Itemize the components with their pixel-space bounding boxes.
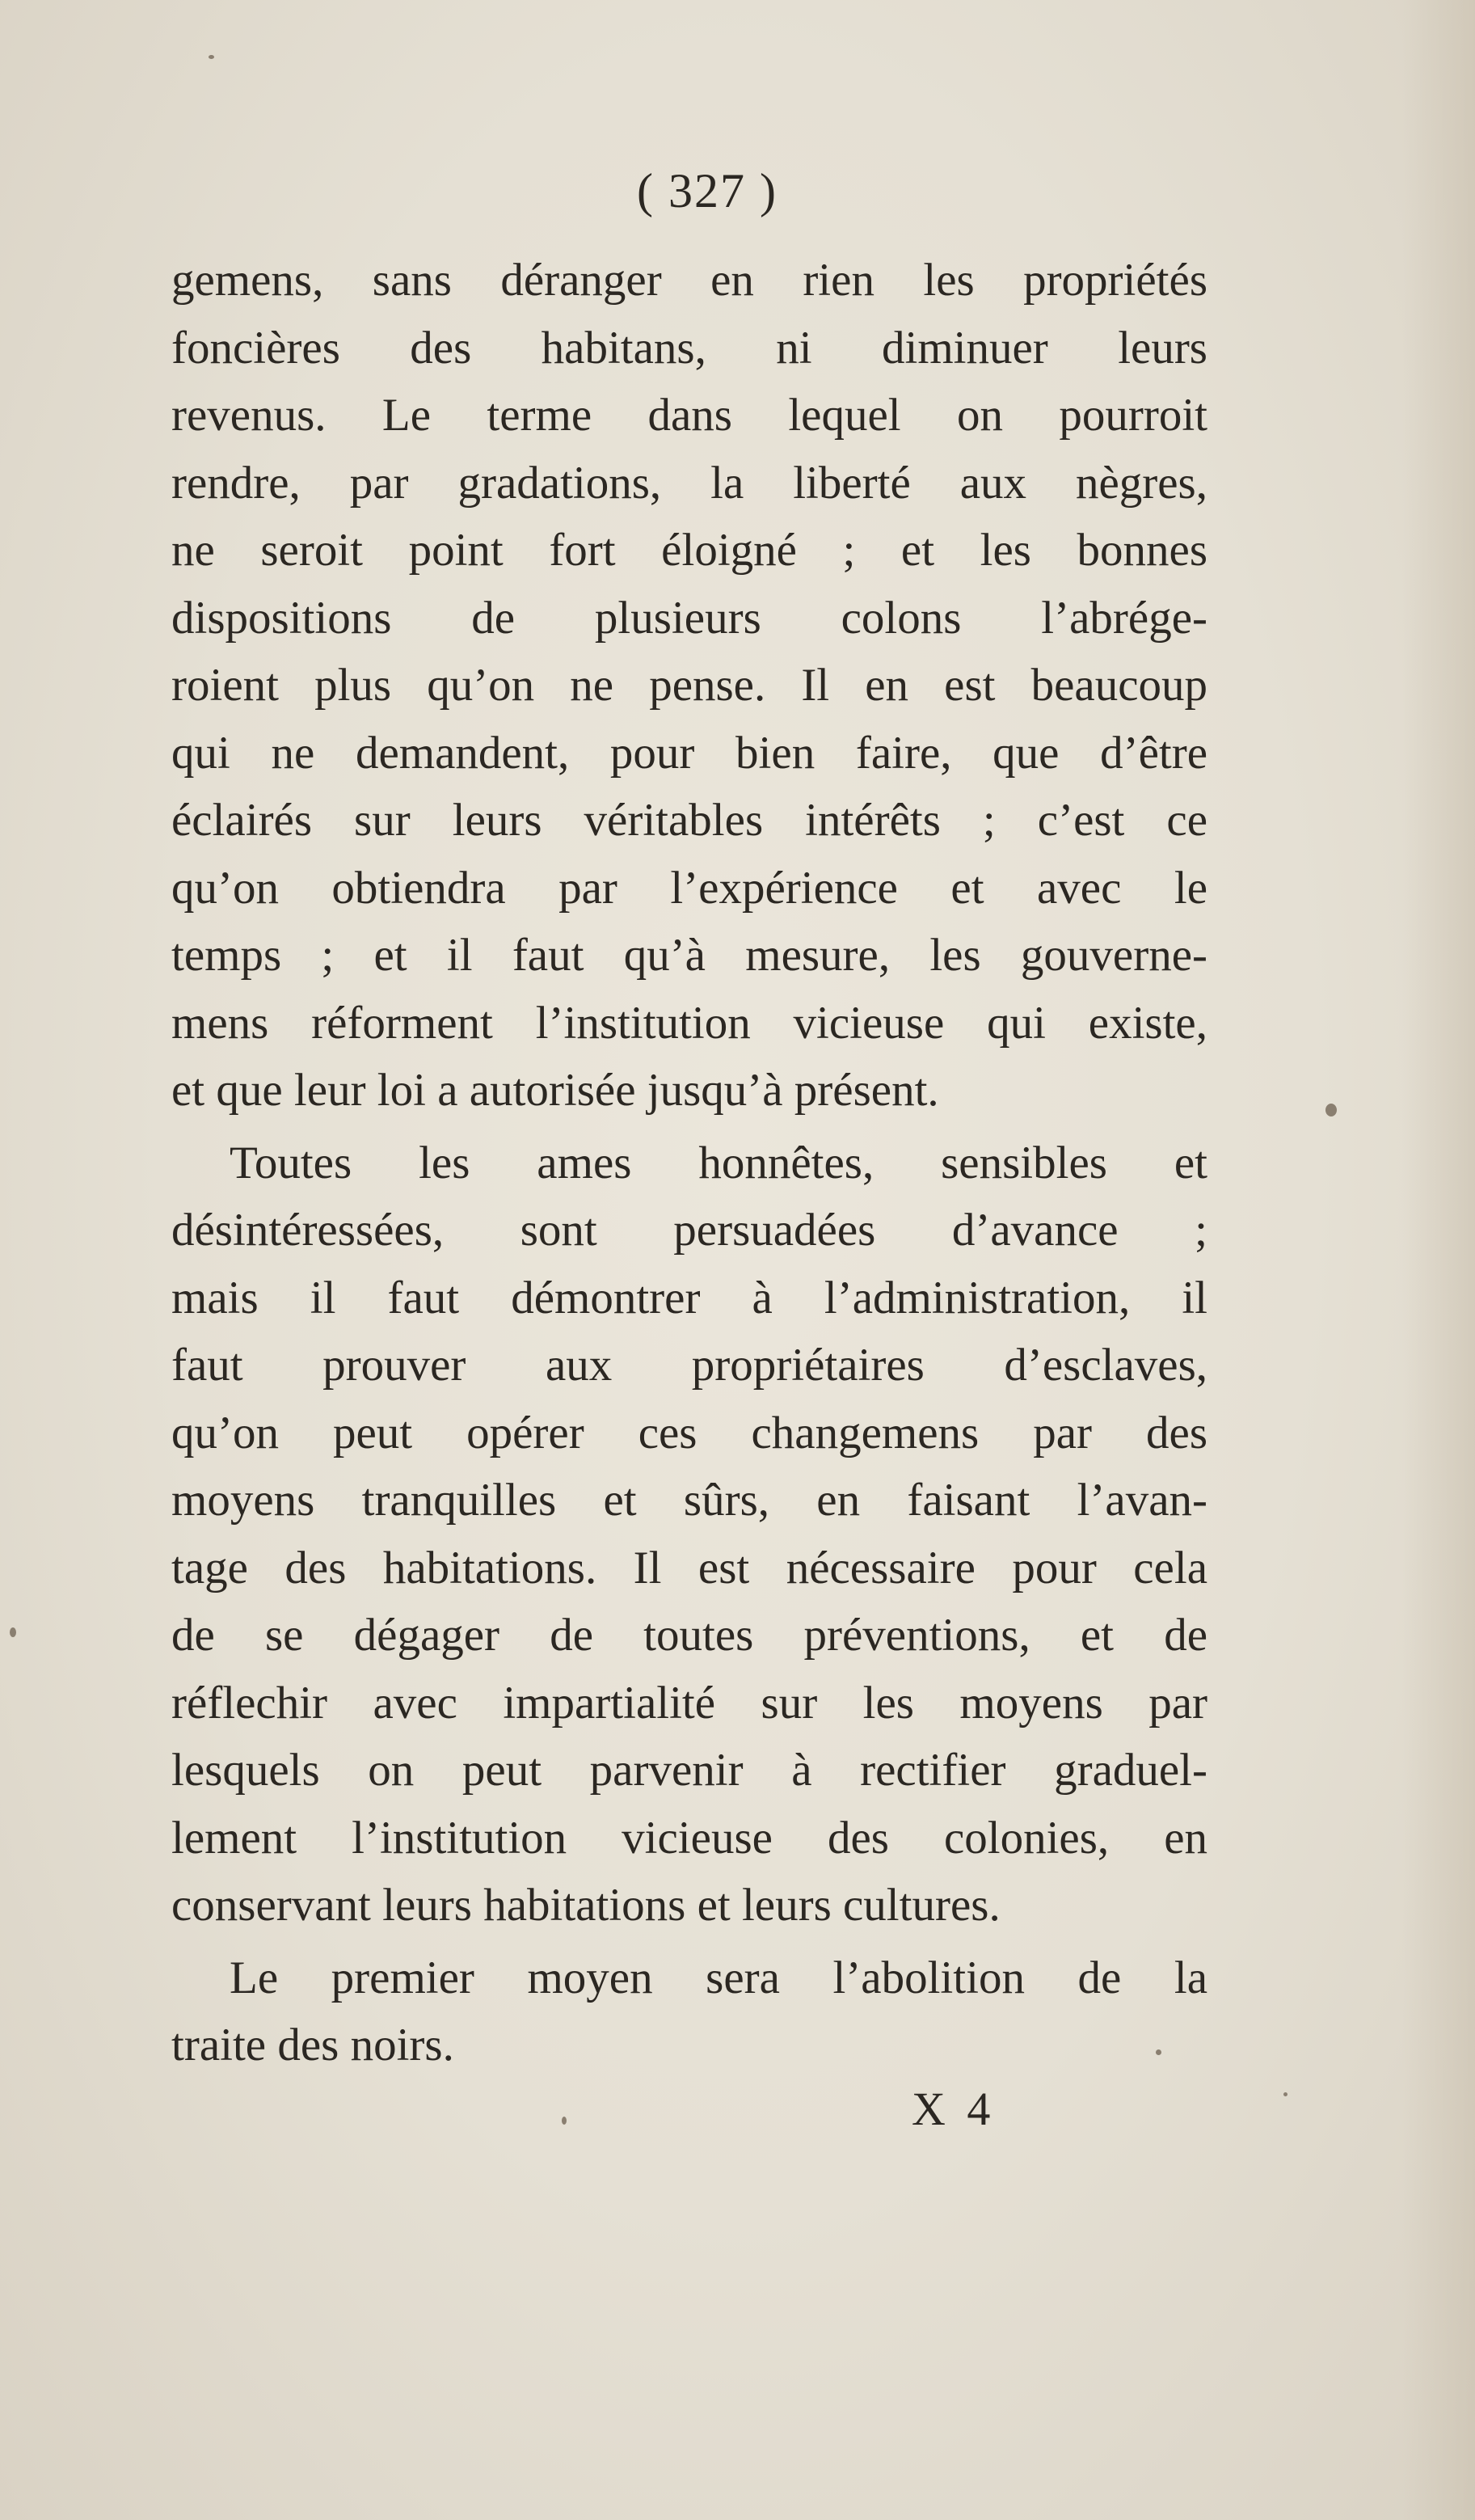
paper-speck	[562, 2117, 567, 2125]
text-line: ne seroit point fort éloigné ; et les bonnes	[171, 525, 1207, 576]
text-line: et que leur loi a autorisée jusqu’à présent.	[171, 1065, 939, 1116]
text-line: désintéressées, sont persuadées d’avance ;	[171, 1205, 1207, 1256]
text-line: Toutes les ames honnêtes, sensibles et	[230, 1137, 1207, 1188]
paper-speck	[209, 55, 214, 59]
text-line: qu’on peut opérer ces changemens par des	[171, 1407, 1207, 1458]
text-line: réflechir avec impartialité sur les moyens par	[171, 1677, 1207, 1729]
signature-mark: X 4	[912, 2083, 996, 2135]
text-line: revenus. Le terme dans lequel on pourroit	[171, 390, 1207, 441]
paper-speck	[1283, 2092, 1287, 2096]
text-line: éclairés sur leurs véritables intérêts ; c’est ce	[171, 795, 1207, 846]
text-line: lement l’institution vicieuse des colonies, en	[171, 1812, 1207, 1864]
text-line: traite des noirs.	[171, 2020, 454, 2070]
text-line: qu’on obtiendra par l’expérience et avec le	[171, 862, 1207, 914]
text-line: de se dégager de toutes préventions, et de	[171, 1610, 1207, 1661]
body-text	[171, 247, 1207, 2079]
text-line: tage des habitations. Il est nécessaire pour cela	[171, 1542, 1207, 1593]
text-line: qui ne demandent, pour bien faire, que d’être	[171, 727, 1207, 779]
text-line: mais il faut démontrer à l’administration, il	[171, 1272, 1207, 1323]
text-line: gemens, sans déranger en rien les propriétés	[171, 255, 1207, 306]
page-number: ( 327 )	[637, 164, 778, 217]
text-line: lesquels on peut parvenir à rectifier graduel-	[171, 1745, 1207, 1796]
text-line: rendre, par gradations, la liberté aux nègres,	[171, 457, 1207, 509]
text-line: dispositions de plusieurs colons l’abrége-	[171, 592, 1207, 644]
page-edge-shadow	[1402, 0, 1475, 2520]
paper-speck	[10, 1627, 16, 1637]
text-line: temps ; et il faut qu’à mesure, les gouverne-	[171, 930, 1207, 981]
text-line: faut prouver aux propriétaires d’esclaves,	[171, 1340, 1207, 1391]
text-line: Le premier moyen sera l’abolition de la	[230, 1952, 1207, 2003]
text-line: conservant leurs habitations et leurs cultures.	[171, 1880, 1001, 1931]
text-line: mens réforment l’institution vicieuse qui existe,	[171, 997, 1207, 1049]
text-line: roient plus qu’on ne pense. Il en est beaucoup	[171, 660, 1207, 711]
paper-speck	[1325, 1104, 1337, 1116]
text-line: moyens tranquilles et sûrs, en faisant l’avan-	[171, 1475, 1207, 1526]
text-line: foncières des habitans, ni diminuer leurs	[171, 322, 1207, 374]
